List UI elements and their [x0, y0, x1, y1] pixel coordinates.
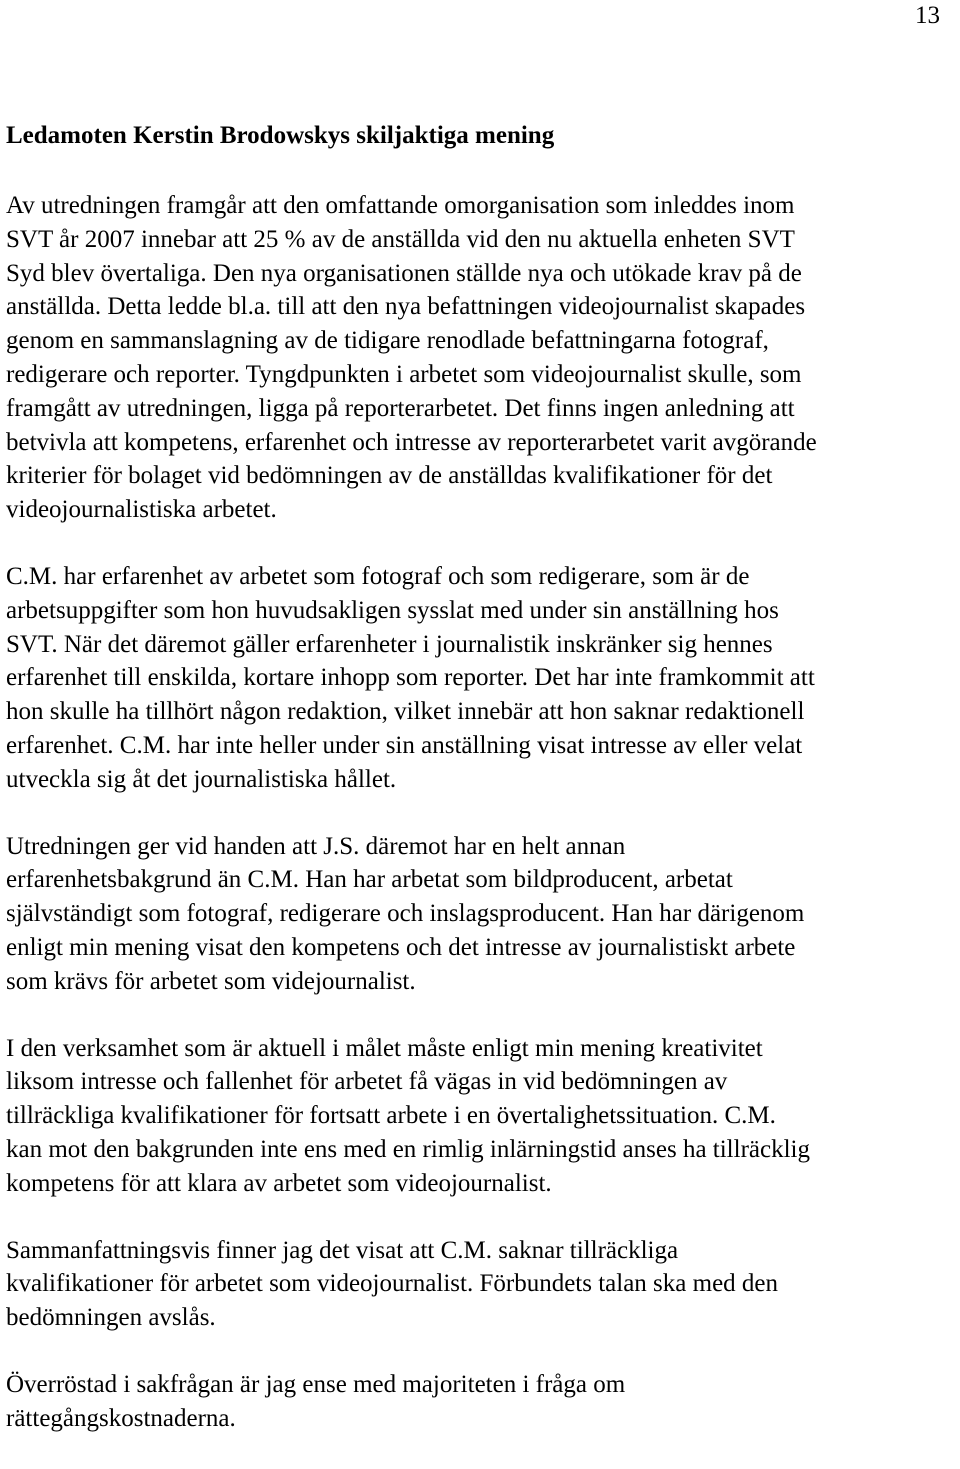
text-line: Syd blev övertaliga. Den nya organisationen ställde nya och utökade krav på de: [6, 259, 802, 287]
text-line: liksom intresse och fallenhet för arbetet få vägas in vid bedömningen av: [6, 1068, 728, 1096]
text-line: redigerare och reporter. Tyngdpunkten i arbetet som videojournalist skulle, som: [6, 360, 802, 388]
document-body: [6, 116, 956, 1469]
text-line: genom en sammanslagning av de tidigare renodlade befattningarna fotograf,: [6, 327, 769, 355]
page-title: Ledamoten Kerstin Brodowskys skiljaktiga mening: [6, 122, 555, 149]
paragraph: [6, 1032, 956, 1201]
paragraph: [6, 560, 956, 797]
text-line: kompetens för att klara av arbetet som videojournalist.: [6, 1169, 552, 1197]
text-line: C.M. har erfarenhet av arbetet som fotograf och som redigerare, som är de: [6, 562, 750, 590]
text-line: erfarenhet till enskilda, kortare inhopp som reporter. Det har inte framkommit att: [6, 664, 815, 692]
text-line: kriterier för bolaget vid bedömningen av de anställdas kvalifikationer för det: [6, 462, 773, 490]
text-line: enligt min mening visat den kompetens och det intresse av journalistiskt arbete: [6, 933, 796, 961]
text-line: erfarenhetsbakgrund än C.M. Han har arbetat som bildproducent, arbetat: [6, 866, 733, 894]
text-line: betvivla att kompetens, erfarenhet och intresse av reporterarbetet varit avgörande: [6, 428, 817, 456]
text-line: Överröstad i sakfrågan är jag ense med majoriteten i fråga om: [6, 1370, 626, 1398]
text-line: videojournalistiska arbetet.: [6, 496, 277, 524]
text-line: erfarenhet. C.M. har inte heller under sin anställning visat intresse av eller velat: [6, 731, 803, 759]
text-line: Av utredningen framgår att den omfattande omorganisation som inleddes inom: [6, 192, 795, 219]
paragraph: [6, 1234, 956, 1335]
text-line: SVT år 2007 innebar att 25 % av de anställda vid den nu aktuella enheten SVT: [6, 225, 795, 253]
text-line: självständigt som fotograf, redigerare och inslagsproducent. Han har därigenom: [6, 900, 805, 928]
text-line: hon skulle ha tillhört någon redaktion, vilket innebär att hon saknar redaktionell: [6, 698, 805, 726]
text-line: bedömningen avslås.: [6, 1304, 216, 1332]
text-line: arbetsuppgifter som hon huvudsakligen sysslat med under sin anställning hos: [6, 596, 779, 624]
text-line: Utredningen ger vid handen att J.S. däremot har en helt annan: [6, 832, 626, 860]
text-line: som krävs för arbetet som videjournalist.: [6, 967, 416, 995]
text-line: SVT. När det däremot gäller erfarenheter i journalistik inskränker sig hennes: [6, 630, 773, 658]
text-line: anställda. Detta ledde bl.a. till att den nya befattningen videojournalist skapades: [6, 293, 806, 321]
text-line: Sammanfattningsvis finner jag det visat att C.M. saknar tillräckliga: [6, 1236, 679, 1264]
text-line: utveckla sig åt det journalistiska hållet.: [6, 765, 397, 793]
text-line: framgått av utredningen, ligga på reporterarbetet. Det finns ingen anledning att: [6, 394, 795, 422]
text-line: I den verksamhet som är aktuell i målet måste enligt min mening kreativitet: [6, 1034, 763, 1062]
page-number: 13: [915, 2, 940, 29]
text-line: rättegångskostnaderna.: [6, 1404, 236, 1432]
text-line: kvalifikationer för arbetet som videojournalist. Förbundets talan ska med den: [6, 1270, 779, 1298]
paragraph: [6, 189, 956, 527]
paragraph: [6, 1368, 956, 1436]
paragraph-list: [6, 189, 956, 1436]
text-line: tillräckliga kvalifikationer för fortsatt arbete i en övertalighetssituation. C.M.: [6, 1102, 776, 1130]
paragraph: [6, 830, 956, 999]
text-line: kan mot den bakgrunden inte ens med en rimlig inlärningstid anses ha tillräcklig: [6, 1135, 810, 1163]
